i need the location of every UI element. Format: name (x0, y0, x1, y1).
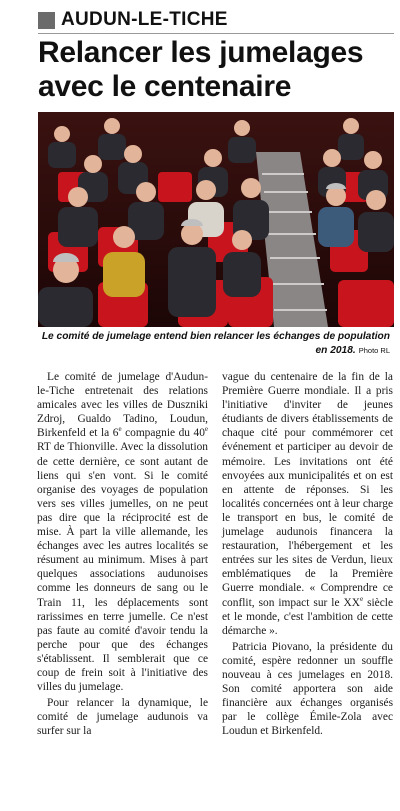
article-photo (38, 112, 394, 327)
ordinal-sup: e (204, 425, 208, 434)
photo-caption (38, 330, 390, 358)
article-column-right (222, 370, 393, 738)
body-text: vague du centenaire de la fin de la Première Guerre mondiale. Il a pris l'initiative d'inviter de jeunes étudiants de divers établissements de chaque cité pour commémorer cet événement et participer au devoir de mémoire. Les invitations ont été envoyées aux municipalités et on est en attente de réponses. Si les localités concernées ont à leur charge le transport en bus, le comité de jumelage audunois financera la restauration, l'hébergement et les entrées sur les sites de Verdun, lieux emblématiques de la Première Guerre mondiale. « Comprendre ce conflit, son impact sur le XX (222, 371, 393, 609)
body-text: compagnie du 40 (121, 427, 205, 440)
body-paragraph-4: Patricia Piovano, la présidente du comité, espère redonner un souffle nouveau à ces jumelages en 2018. Son comité apportera son aide financière aux échanges organisés par le collège Émile-Zola avec Loudun et Birkenfeld. (222, 640, 393, 738)
body-paragraph-3 (222, 370, 393, 638)
section-kicker (38, 8, 394, 32)
audience-illustration (38, 112, 394, 327)
ordinal-sup: e (118, 425, 122, 434)
article-headline: Relancer les jumelages avec le centenaire (38, 36, 364, 103)
kicker-divider (38, 33, 394, 34)
caption-text: Le comité de jumelage entend bien relancer les échanges de population en 2018. (41, 331, 390, 356)
body-paragraph-2: Pour relancer la dynamique, le comité de jumelage audunois va surfer sur la (37, 697, 208, 738)
locality-label: AUDUN-LE-TICHE (61, 9, 228, 30)
article-column-left (37, 370, 208, 738)
ordinal-sup: e (359, 594, 364, 603)
body-text: siècle et le monde, c'est l'ambition de cette démarche ». (222, 596, 394, 637)
body-text: RT de Thionville. Avec la dissolution de cette dernière, ce sont autant de liens qui s'en vont. Si le comité organise des voyages de population vers ses villes jumelles, on ne peut pas dire que la réciprocité est de mise. À part la ville allemande, les échanges avec les autres localités se résument au minimum. Mises à part quelques associations audunoises comme les donneurs de sang ou le Train 11, les déplacements sont rarissimes en terre jumelle. Ce n'est pas faute au comité d'avoir tendu la perche pour que des échanges s'établissent. Il semblerait que ce coup de frein soit à l'initiative des villes du jumelage. (37, 441, 208, 694)
body-paragraph-1 (37, 370, 208, 694)
kicker-square-icon (38, 12, 55, 29)
body-text: Le comité de jumelage d'Audun-le-Tiche entretenait des relations amicales avec les villes de Duszniki Zdroj, Gualdo Tadino, Loudun, Birkenfeld et la 6 (37, 371, 208, 440)
photo-credit: Photo RL (358, 346, 390, 355)
